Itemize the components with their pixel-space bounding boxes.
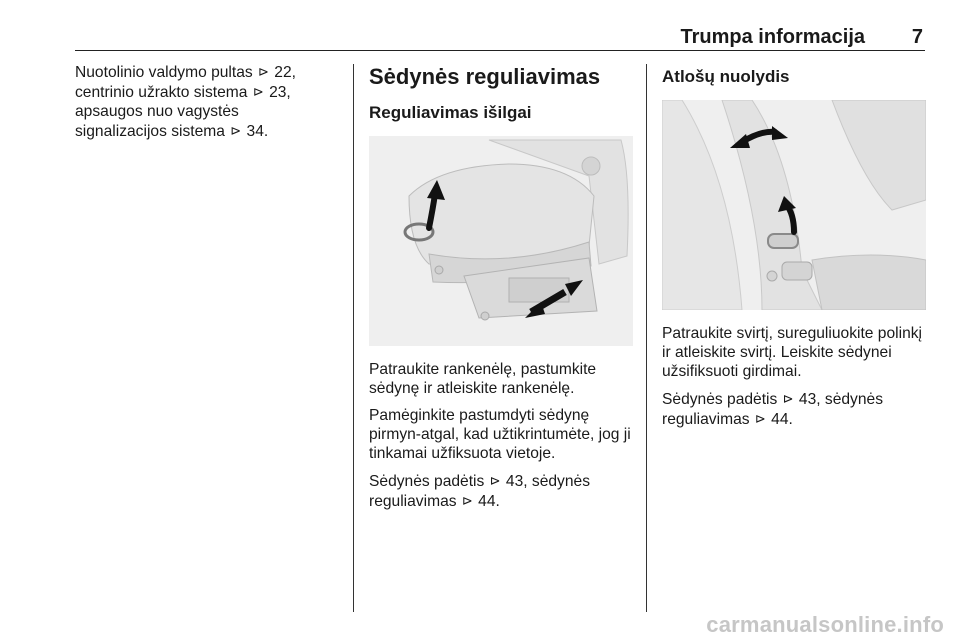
column-3	[662, 62, 927, 437]
page-ref-icon: ⊳	[461, 493, 473, 508]
cross-reference-list	[75, 62, 340, 141]
page-ref-icon: ⊳	[230, 123, 242, 138]
ref-page-link[interactable]: 34.	[246, 123, 269, 140]
cross-reference-paragraph	[369, 471, 634, 511]
ref-text-central-locking: centrinio užrakto sistema	[75, 84, 248, 101]
watermark: carmanualsonline.info	[706, 612, 944, 637]
column-divider-2	[646, 64, 647, 612]
ref-text-anti-theft: apsaugos nuo vagystės	[75, 103, 239, 120]
ref-page-link[interactable]: 44.	[771, 411, 793, 428]
ref-text: reguliavimas	[662, 411, 750, 428]
page-ref-icon: ⊳	[489, 473, 501, 488]
section-heading: Sėdynės reguliavimas	[369, 64, 601, 89]
column-1	[75, 62, 340, 141]
column-divider-1	[353, 64, 354, 612]
ref-page-link[interactable]: 22,	[274, 64, 296, 81]
page-ref-icon: ⊳	[258, 64, 269, 79]
ref-page-link[interactable]: 43, sėdynės	[505, 473, 590, 490]
seat-fore-aft-illustration	[369, 136, 633, 346]
instruction-paragraph: Patraukite rankenėlę, pastumkite sėdynę ir atleiskite rankenėlę.	[369, 361, 597, 397]
ref-text: Sėdynės padėtis	[369, 473, 485, 490]
ref-text-remote-control: Nuotolinio valdymo pultas	[75, 64, 253, 81]
ref-page-link[interactable]: 23,	[269, 84, 291, 101]
ref-text: reguliavimas	[369, 493, 457, 510]
column-2	[369, 62, 634, 519]
subsection-heading: Reguliavimas išilgai	[369, 103, 532, 122]
page-number: 7	[911, 26, 923, 48]
ref-text: Sėdynės padėtis	[662, 391, 778, 408]
instruction-paragraph: Patraukite svirtį, sureguliuokite polinkį ir atleiskite svirtį. Leiskite sėdynei užsifiksuoti girdimai.	[662, 325, 923, 380]
ref-page-link[interactable]: 44.	[478, 493, 500, 510]
cross-reference-paragraph	[662, 389, 927, 429]
instruction-paragraph: Pamėginkite pastumdyti sėdynę pirmyn-atgal, kad užtikrintumėte, jog ji tinkamai užfiksuota vietoje.	[369, 407, 631, 462]
subsection-heading: Atlošų nuolydis	[662, 67, 790, 86]
ref-text-alarm-system: signalizacijos sistema	[75, 123, 225, 140]
page-ref-icon: ⊳	[252, 84, 264, 99]
ref-page-link[interactable]: 43, sėdynės	[798, 391, 883, 408]
page-ref-icon: ⊳	[782, 391, 794, 406]
page-ref-icon: ⊳	[754, 411, 766, 426]
page-header	[75, 26, 925, 51]
backrest-recline-illustration	[662, 100, 926, 310]
page-title: Trumpa informacija	[680, 26, 865, 48]
